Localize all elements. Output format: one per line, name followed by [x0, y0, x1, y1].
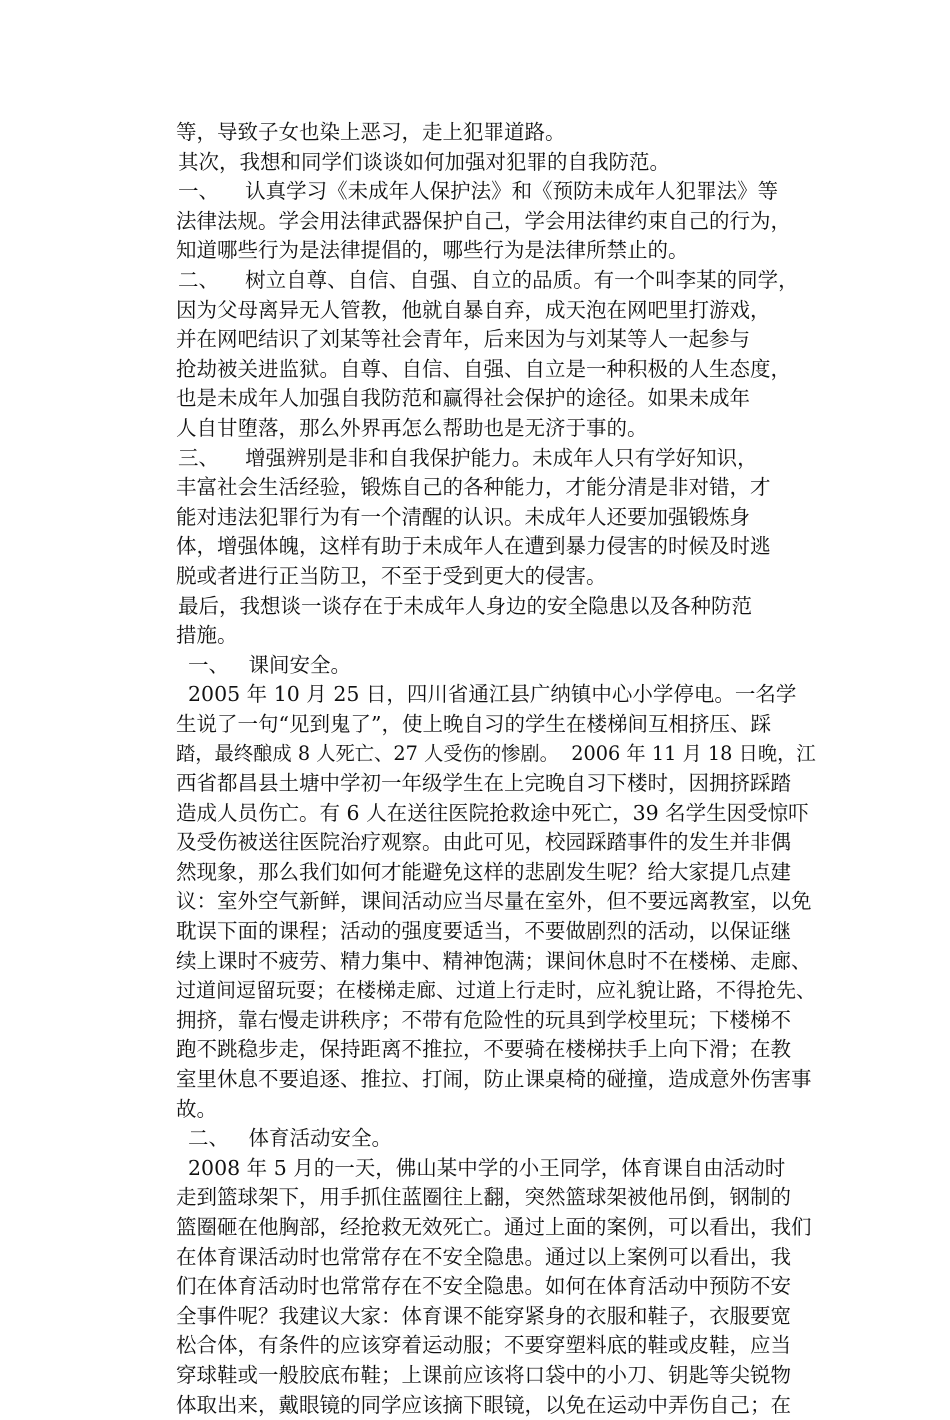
text-line: 拥挤，靠右慢走讲秩序；不带有危险性的玩具到学校里玩；下楼梯不 [176, 1007, 791, 1032]
text-line: 松合体，有条件的应该穿着运动服；不要穿塑料底的鞋或皮鞋，应当 [176, 1333, 791, 1358]
text-line: 体，增强体魄，这样有助于未成年人在遭到暴力侵害的时候及时逃 [176, 534, 771, 559]
text-line: 三、 增强辨别是非和自我保护能力。未成年人只有学好知识， [178, 445, 758, 470]
text-line: 耽误下面的课程；活动的强度要适当，不要做剧烈的活动，以保证继 [176, 919, 791, 944]
text-line: 措施。 [176, 623, 238, 648]
text-line: 知道哪些行为是法律提倡的，哪些行为是法律所禁止的。 [176, 238, 689, 263]
text-line: 2008 年 5 月的一天，佛山某中学的小王同学，体育课自由活动时 [188, 1155, 786, 1180]
text-line: 穿球鞋或一般胶底布鞋；上课前应该将口袋中的小刀、钥匙等尖锐物 [176, 1362, 791, 1387]
text-line: 一、 课间安全。 [188, 652, 352, 677]
text-line: 丰富社会生活经验，锻炼自己的各种能力，才能分清是非对错，才 [176, 475, 771, 500]
text-line: 全事件呢？我建议大家：体育课不能穿紧身的衣服和鞋子，衣服要宽 [176, 1303, 791, 1328]
text-line: 造成人员伤亡。有 6 人在送往医院抢救途中死亡，39 名学生因受惊吓 [176, 800, 809, 825]
text-line: 及受伤被送往医院治疗观察。由此可见，校园踩踏事件的发生并非偶 [176, 830, 791, 855]
text-line: 最后，我想谈一谈存在于未成年人身边的安全隐患以及各种防范 [178, 593, 752, 618]
text-line: 西省都昌县土塘中学初一年级学生在上完晚自习下楼时，因拥挤踩踏 [176, 771, 791, 796]
text-line: 们在体育活动时也常常存在不安全隐患。如何在体育活动中预防不安 [176, 1274, 791, 1299]
text-line: 因为父母离异无人管教，他就自暴自弃，成天泡在网吧里打游戏， [176, 297, 771, 322]
text-line: 二、 体育活动安全。 [188, 1126, 393, 1151]
text-line: 法律法规。学会用法律武器保护自己，学会用法律约束自己的行为， [176, 208, 791, 233]
text-line: 续上课时不疲劳、精力集中、精神饱满；课间休息时不在楼梯、走廊、 [176, 948, 812, 973]
text-line: 在体育课活动时也常常存在不安全隐患。通过以上案例可以看出，我 [176, 1244, 791, 1269]
text-line: 一、 认真学习《未成年人保护法》和《预防未成年人犯罪法》等 [178, 179, 779, 204]
text-line: 能对违法犯罪行为有一个清醒的认识。未成年人还要加强锻炼身 [176, 504, 750, 529]
text-line: 人自甘堕落，那么外界再怎么帮助也是无济于事的。 [176, 415, 648, 440]
text-line: 二、 树立自尊、自信、自强、自立的品质。有一个叫李某的同学， [178, 267, 799, 292]
text-line: 篮圈砸在他胸部，经抢救无效死亡。通过上面的案例，可以看出，我们 [176, 1214, 812, 1239]
text-line: 故。 [176, 1096, 217, 1121]
text-line: 议：室外空气新鲜，课间活动应当尽量在室外，但不要远离教室，以免 [176, 889, 812, 914]
text-line: 2005 年 10 月 25 日，四川省通江县广纳镇中心小学停电。一名学 [188, 682, 797, 707]
text-line: 并在网吧结识了刘某等社会青年，后来因为与刘某等人一起参与 [176, 327, 750, 352]
text-line: 脱或者进行正当防卫，不至于受到更大的侵害。 [176, 563, 607, 588]
text-line: 生说了一句“见到鬼了”，使上晚自习的学生在楼梯间互相挤压、踩 [176, 711, 771, 736]
text-line: 抢劫被关进监狱。自尊、自信、自强、自立是一种积极的人生态度， [176, 356, 791, 381]
body-text [176, 118, 816, 1420]
text-line: 室里休息不要追逐、推拉、打闹，防止课桌椅的碰撞，造成意外伤害事 [176, 1067, 812, 1091]
text-line: 走到篮球架下，用手抓住蓝圈往上翻，突然篮球架被他吊倒，钢制的 [176, 1185, 791, 1210]
text-line: 也是未成年人加强自我防范和赢得社会保护的途径。如果未成年 [176, 386, 750, 411]
text-line: 其次，我想和同学们谈谈如何加强对犯罪的自我防范。 [178, 149, 670, 174]
text-line: 体取出来，戴眼镜的同学应该摘下眼镜，以免在运动中弄伤自己；在 [176, 1392, 791, 1417]
text-line: 跑不跳稳步走，保持距离不推拉，不要骑在楼梯扶手上向下滑；在教 [176, 1037, 791, 1062]
text-line: 踏，最终酿成 8 人死亡、27 人受伤的惨剧。 2006 年 11 月 18 日晚，江 [176, 742, 816, 766]
text-line: 过道间逗留玩耍；在楼梯走廊、过道上行走时，应礼貌让路，不得抢先、 [176, 978, 816, 1003]
text-line: 等，导致子女也染上恶习，走上犯罪道路。 [176, 120, 566, 144]
text-line: 然现象，那么我们如何才能避免这样的悲剧发生呢？给大家提几点建 [176, 859, 791, 884]
